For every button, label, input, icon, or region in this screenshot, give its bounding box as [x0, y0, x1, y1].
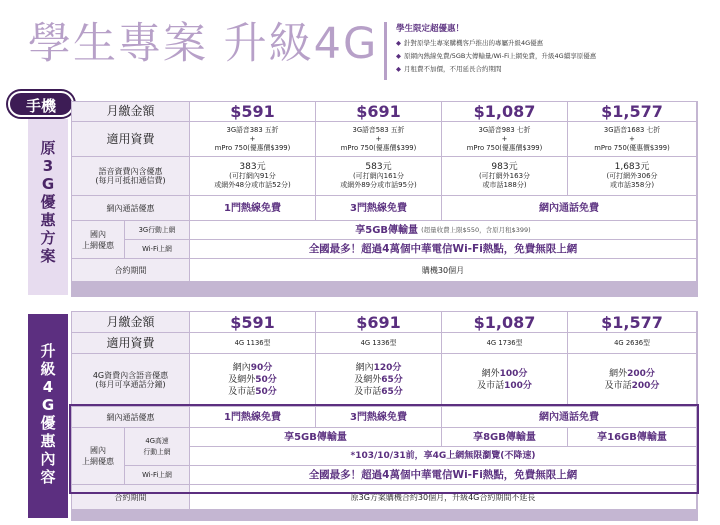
data-group-label: 國內 上網優惠: [72, 221, 124, 258]
fee-cell: $591: [190, 312, 315, 332]
voice-label: 4G資費內含語音優惠 (每月可享通話分鐘): [72, 354, 189, 406]
fee-cell: $691: [316, 102, 441, 121]
monthly-fee-label: 月繳金額: [72, 102, 189, 121]
promo-item: ◆ 月租費不加價，不用延長合約期間: [396, 65, 502, 73]
voice-cell: 網內120分 及網外65分 及市話65分: [316, 354, 441, 406]
tariff-cell: 4G 1336型: [316, 333, 441, 353]
title-divider: [384, 22, 387, 80]
unlimited-note-cell: *103/10/31前，享4G上網無限瀏覽(不降速): [190, 447, 696, 465]
onnet-cell: 網內通話免費: [442, 407, 696, 427]
sidebar-label: 原 3 G 優 惠 方 案: [40, 139, 56, 265]
contract-cell: 原3G方案購機合約30個月，升級4G合約期間不延長: [190, 485, 696, 509]
contract-label: 合約期間: [72, 259, 189, 281]
voice-cell: 383元 (可打網內91分 或網外48分或市話52分): [190, 157, 315, 195]
sidebar-label: 升 級 4 G 優 惠 內 容: [40, 342, 56, 486]
onnet-cell: 1門熱線免費: [190, 196, 315, 220]
tariff-cell: 4G 2636型: [568, 333, 696, 353]
fee-cell: $1,577: [568, 312, 696, 332]
fee-cell: $591: [190, 102, 315, 121]
fee-cell: $1,087: [442, 312, 567, 332]
fee-cell: $691: [316, 312, 441, 332]
upgrade-plan-table: [71, 311, 698, 521]
wifi-cell: 全國最多！超過4萬個中華電信Wi-Fi熱點，免費無限上網: [190, 466, 696, 484]
onnet-label: 網內通話優惠: [72, 196, 189, 220]
promo-heading: 學生限定超優惠！: [396, 24, 465, 34]
onnet-cell: 1門熱線免費: [190, 407, 315, 427]
diamond-bullet-icon: ◆: [396, 65, 401, 73]
contract-label: 合約期間: [72, 485, 189, 509]
mobile-data-label: 4G高速 行動上網: [125, 428, 189, 465]
voice-label: 語音資費內含優惠 (每月可抵扣通信費): [72, 157, 189, 195]
diamond-bullet-icon: ◆: [396, 39, 401, 47]
promo-item: ◆ 針對原學生專案購機客戶推出的專屬升級4G優惠: [396, 39, 544, 47]
voice-cell: 網外100分 及市話100分: [442, 354, 567, 406]
diamond-bullet-icon: ◆: [396, 52, 401, 60]
wifi-cell: 全國最多！超過4萬個中華電信Wi-Fi熱點，免費無限上網: [190, 240, 696, 258]
voice-cell: 583元 (可打網內161分 或網外89分或市話95分): [316, 157, 441, 195]
fee-cell: $1,577: [568, 102, 696, 121]
mobile-data-label: 3G行動上網: [125, 221, 189, 239]
phone-badge: 手機: [8, 91, 74, 117]
mobile-data-cell: 享5GB傳輸量: [190, 428, 441, 446]
wifi-label: Wi-Fi上網: [125, 466, 189, 484]
original-plan-sidebar: [28, 119, 68, 295]
data-group-label: 國內 上網優惠: [72, 428, 124, 484]
contract-cell: 購機30個月: [190, 259, 696, 281]
voice-cell: 1,683元 (可打網外306分 或市話358分): [568, 157, 696, 195]
tariff-cell: 3G語音383 五折 + mPro 750(優惠價$399): [190, 122, 315, 156]
voice-cell: 網外200分 及市話200分: [568, 354, 696, 406]
onnet-cell: 3門熱線免費: [316, 196, 441, 220]
mobile-data-cell: 享5GB傳輸量 (超量收費上限$550，含原月租$399): [190, 221, 696, 239]
tariff-label: 適用資費: [72, 122, 189, 156]
mobile-data-cell: 享8GB傳輸量: [442, 428, 567, 446]
onnet-cell: 網內通話免費: [442, 196, 696, 220]
upgrade-plan-sidebar: [28, 314, 68, 518]
tariff-cell: 4G 1736型: [442, 333, 567, 353]
tariff-cell: 3G語音1683 七折 + mPro 750(優惠價$399): [568, 122, 696, 156]
onnet-label: 網內通話優惠: [72, 407, 189, 427]
onnet-cell: 3門熱線免費: [316, 407, 441, 427]
tariff-cell: 3G語音583 五折 + mPro 750(優惠價$399): [316, 122, 441, 156]
wifi-label: Wi-Fi上網: [125, 240, 189, 258]
monthly-fee-label: 月繳金額: [72, 312, 189, 332]
fee-cell: $1,087: [442, 102, 567, 121]
voice-cell: 983元 (可打網外163分 或市話188分): [442, 157, 567, 195]
promo-item: ◆ 原網內熱線免費/5GB大傳輸量/Wi-Fi上網免費，升級4G續享原優惠: [396, 52, 597, 60]
page-title: 學生專案 升級4G: [28, 19, 379, 69]
tariff-cell: 4G 1136型: [190, 333, 315, 353]
tariff-label: 適用資費: [72, 333, 189, 353]
voice-cell: 網內90分 及網外50分 及市話50分: [190, 354, 315, 406]
tariff-cell: 3G語音983 七折 + mPro 750(優惠價$399): [442, 122, 567, 156]
mobile-data-cell: 享16GB傳輸量: [568, 428, 696, 446]
promo-box: [396, 22, 716, 76]
original-plan-table: [71, 101, 698, 297]
